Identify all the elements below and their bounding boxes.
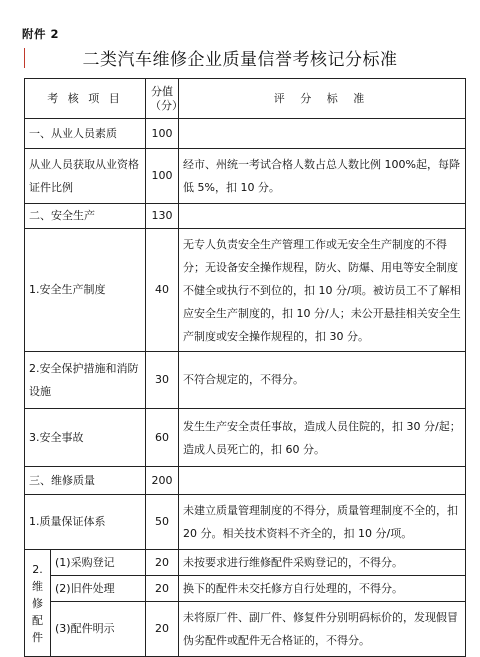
table-row xyxy=(25,576,466,602)
criteria-cell: 经市、州统一考试合格人数占总人数比例 100%起，每降低 5%，扣 10 分。 xyxy=(179,149,466,204)
item-cell: 1.质量保证体系 xyxy=(25,495,146,550)
section-label: 二、安全生产 xyxy=(25,204,146,229)
table-row xyxy=(25,550,466,576)
scoring-table xyxy=(24,78,466,657)
score-cell: 60 xyxy=(146,409,179,467)
item-cell: (1)采购登记 xyxy=(51,550,146,576)
header-criteria: 评 分 标 准 xyxy=(179,79,466,119)
criteria-cell xyxy=(179,467,466,495)
table-row xyxy=(25,352,466,409)
group-label-cell: 2.维修配件 xyxy=(25,550,51,657)
score-cell: 20 xyxy=(146,550,179,576)
criteria-cell: 无专人负责安全生产管理工作或无安全生产制度的不得分；无设备安全操作规程，防火、防爆、用电等安全制度不健全或执行不到位的，扣 10 分/项。被访员工不了解相应安全生产制度的，扣 10 分/人；未公开悬挂相关安全生产制度或安全操作规程的，扣 30 分。 xyxy=(179,229,466,352)
table-row xyxy=(25,229,466,352)
score-cell: 20 xyxy=(146,602,179,657)
criteria-cell: 发生生产安全责任事故，造成人员住院的，扣 30 分/起；造成人员死亡的，扣 60 分。 xyxy=(179,409,466,467)
criteria-cell: 未将原厂件、副厂件、修复件分别明码标价的，发现假冒伪劣配件或配件无合格证的，不得分。 xyxy=(179,602,466,657)
table-row xyxy=(25,495,466,550)
criteria-cell: 未按要求进行维修配件采购登记的，不得分。 xyxy=(179,550,466,576)
item-cell: 3.安全事故 xyxy=(25,409,146,467)
document-title: 二类汽车维修企业质量信誉考核记分标准 xyxy=(82,50,398,70)
score-cell: 20 xyxy=(146,576,179,602)
section-row xyxy=(25,204,466,229)
item-cell: 从业人员获取从业资格证件比例 xyxy=(25,149,146,204)
criteria-cell xyxy=(179,119,466,149)
score-cell: 100 xyxy=(146,119,179,149)
header-item: 考 核 项 目 xyxy=(25,79,146,119)
score-cell: 50 xyxy=(146,495,179,550)
criteria-cell xyxy=(179,204,466,229)
score-cell: 200 xyxy=(146,467,179,495)
section-row xyxy=(25,119,466,149)
criteria-cell: 换下的配件未交托修方自行处理的，不得分。 xyxy=(179,576,466,602)
table-row xyxy=(25,149,466,204)
score-cell: 130 xyxy=(146,204,179,229)
score-cell: 30 xyxy=(146,352,179,409)
item-cell: 1.安全生产制度 xyxy=(25,229,146,352)
criteria-cell: 未建立质量管理制度的不得分，质量管理制度不全的，扣 20 分。相关技术资料不齐全的，扣 10 分/项。 xyxy=(179,495,466,550)
section-label: 一、从业人员素质 xyxy=(25,119,146,149)
attachment-label: 附件 2 xyxy=(22,27,60,41)
section-row xyxy=(25,467,466,495)
score-cell: 40 xyxy=(146,229,179,352)
header-score: 分值（分） xyxy=(146,79,179,119)
table-header-row xyxy=(25,79,466,119)
item-cell: (2)旧件处理 xyxy=(51,576,146,602)
table-row xyxy=(25,409,466,467)
score-cell: 100 xyxy=(146,149,179,204)
table-row xyxy=(25,602,466,657)
section-label: 三、维修质量 xyxy=(25,467,146,495)
item-cell: 2.安全保护措施和消防设施 xyxy=(25,352,146,409)
criteria-cell: 不符合规定的，不得分。 xyxy=(179,352,466,409)
item-cell: (3)配件明示 xyxy=(51,602,146,657)
